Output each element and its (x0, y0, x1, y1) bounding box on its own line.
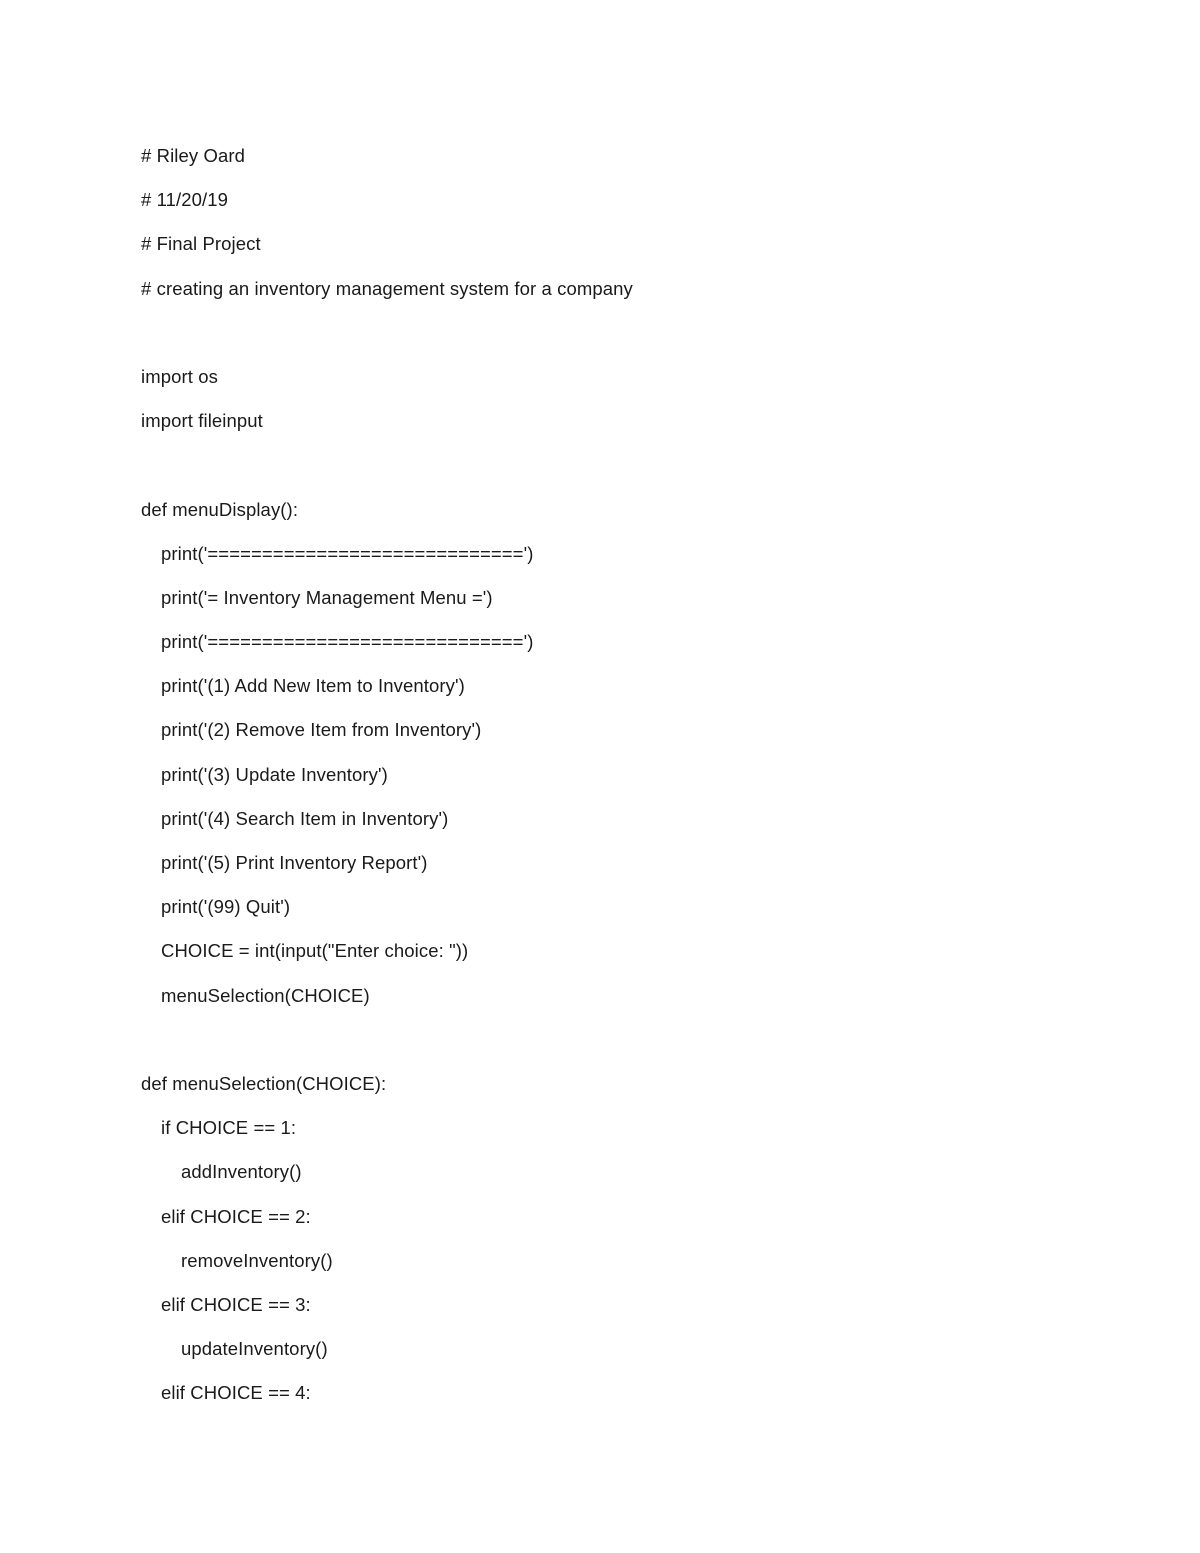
comment-author-line: # Riley Oard (141, 145, 246, 166)
code-line: menuSelection(CHOICE) (161, 984, 370, 1006)
blank-line (141, 1024, 1141, 1068)
code-line: updateInventory() (181, 1338, 328, 1360)
def-menu-display-line: def menuDisplay(): (141, 498, 299, 520)
code-line: print('(5) Print Inventory Report') (161, 852, 428, 873)
code-line: removeInventory() (181, 1249, 333, 1271)
document-body (141, 140, 1141, 1421)
code-line: print('(2) Remove Item from Inventory') (161, 719, 482, 741)
blank-line (141, 449, 1141, 493)
import-os-line: import os (141, 365, 218, 387)
comment-title-line: # Final Project (141, 233, 261, 255)
code-line: elif CHOICE == 3: (161, 1293, 311, 1315)
code-line: print('=============================') (161, 542, 534, 564)
code-line: print('=============================') (161, 631, 534, 653)
import-fileinput-line: import fileinput (141, 410, 263, 432)
comment-date-line: # 11/20/19 (141, 189, 229, 211)
code-line: elif CHOICE == 4: (161, 1382, 311, 1404)
code-line: print('(1) Add New Item to Inventory') (161, 675, 465, 697)
code-line: print('= Inventory Management Menu =') (161, 586, 493, 608)
code-line: elif CHOICE == 2: (161, 1205, 311, 1227)
code-line: print('(3) Update Inventory') (161, 763, 388, 785)
comment-description-line: # creating an inventory management system for a company (141, 277, 633, 299)
code-line: print('(99) Quit') (161, 896, 291, 918)
blank-line (141, 317, 1141, 361)
code-line: addInventory() (181, 1161, 302, 1183)
code-line: print('(4) Search Item in Inventory') (161, 807, 449, 829)
code-line: CHOICE = int(input("Enter choice: ")) (161, 940, 469, 962)
def-menu-selection-line: def menuSelection(CHOICE): (141, 1072, 387, 1094)
code-line: if CHOICE == 1: (161, 1117, 297, 1139)
